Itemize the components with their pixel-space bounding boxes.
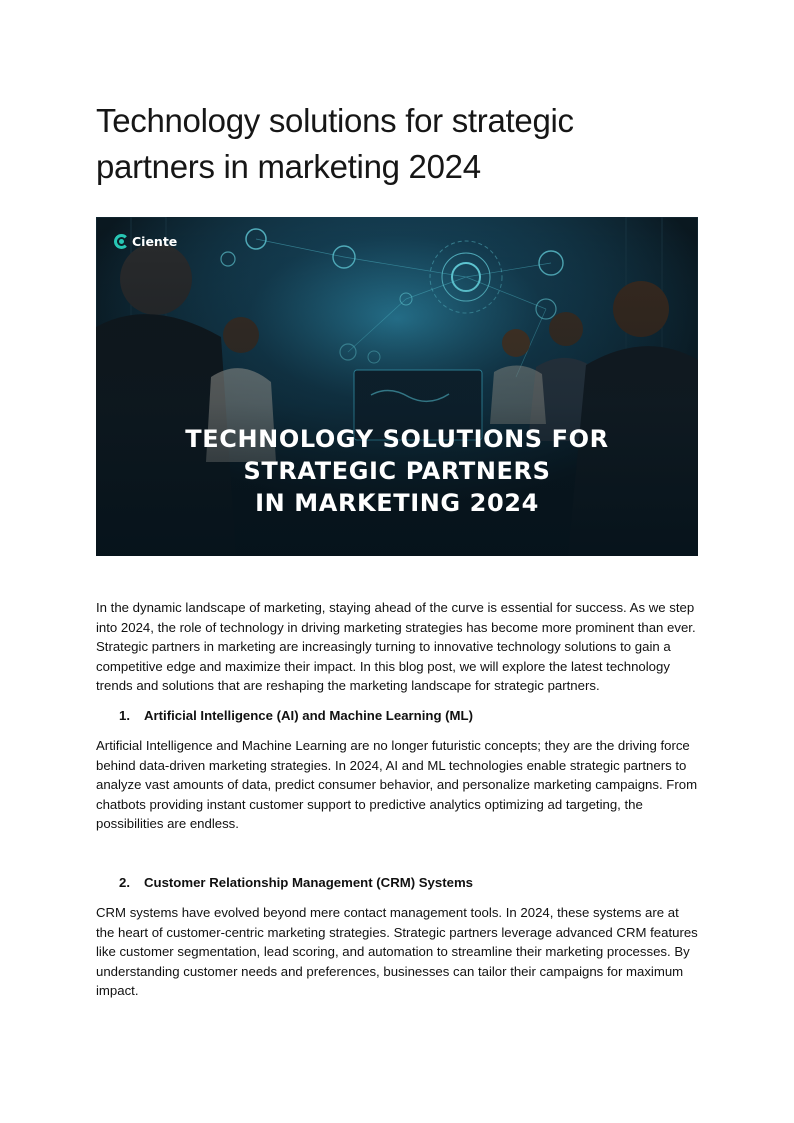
- hero-heading-line-1: TECHNOLOGY SOLUTIONS FOR: [185, 425, 609, 453]
- hero-heading: [96, 423, 698, 519]
- intro-paragraph: In the dynamic landscape of marketing, staying ahead of the curve is essential for success. As we step into 2024, the role of technology in driving marketing strategies has become more prominent than ever. Strategic partners in marketing are increasingly turning to innovative technology solutions to gain a competitive edge and maximize their impact. In this blog post, we will explore the latest technology trends and solutions that are reshaping the marketing landscape for strategic partners.: [96, 600, 696, 693]
- ciente-logo-text: Ciente: [132, 234, 178, 249]
- section-heading-text: Customer Relationship Management (CRM) Systems: [144, 875, 474, 890]
- section-paragraph-crm: CRM systems have evolved beyond mere contact management tools. In 2024, these systems are at the heart of customer-centric marketing strategies. Strategic partners leverage advanced CRM features like customer segmentation, lead scoring, and automation to streamline their marketing processes. By understanding customer needs and preferences, businesses can tailor their campaigns for maximum impact.: [96, 905, 698, 998]
- section-paragraph-ai-ml: Artificial Intelligence and Machine Learning are no longer futuristic concepts; they are the driving force behind data-driven marketing strategies. In 2024, AI and ML technologies enable strategic partners to analyze vast amounts of data, predict consumer behavior, and personalize marketing campaigns. From chatbots providing instant customer support to predictive analytics optimizing ad targeting, the possibilities are endless.: [96, 738, 698, 831]
- section-number: 1.: [119, 708, 130, 723]
- hero-heading-line-2: STRATEGIC PARTNERS: [243, 457, 551, 485]
- hero-banner-image: [96, 217, 698, 556]
- hero-heading-line-3: IN MARKETING 2024: [255, 489, 539, 517]
- section-heading-text: Artificial Intelligence (AI) and Machine Learning (ML): [144, 708, 473, 723]
- section-heading-crm: [119, 873, 473, 892]
- section-number: 2.: [119, 875, 130, 890]
- ciente-logo-icon: [114, 234, 129, 249]
- page-title: Technology solutions for strategic partners in marketing 2024: [96, 102, 574, 185]
- section-heading-ai-ml: [119, 706, 473, 725]
- ciente-logo: [114, 234, 177, 249]
